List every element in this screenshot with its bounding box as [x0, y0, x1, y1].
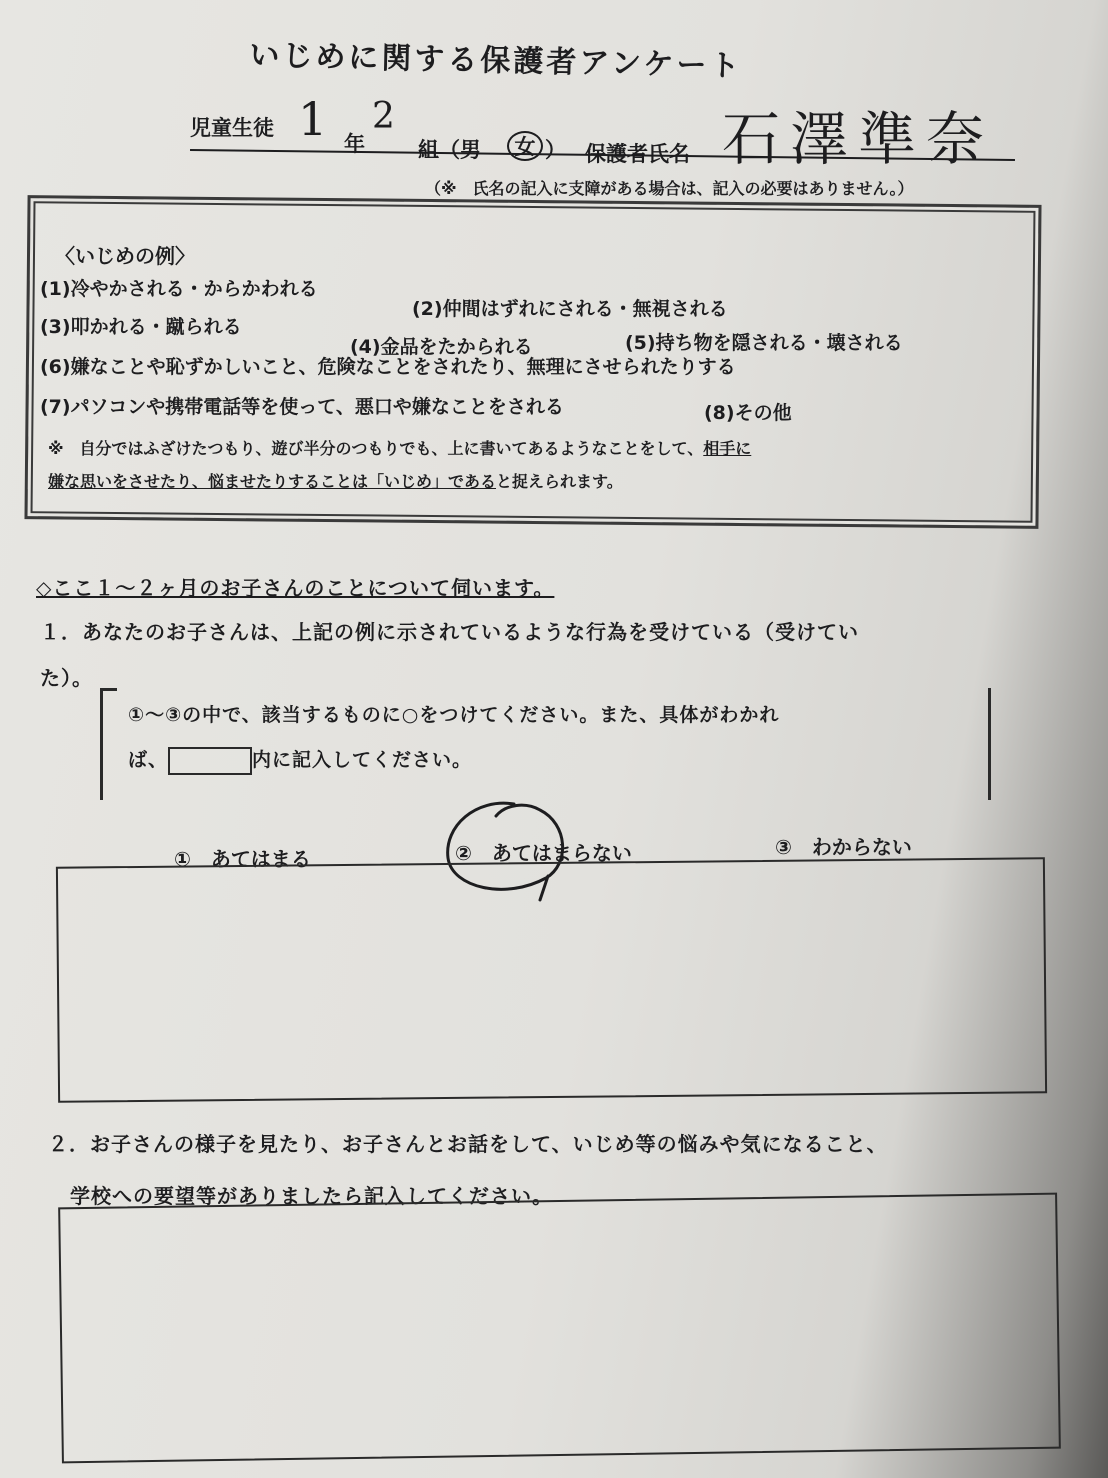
option-3[interactable]: ③ わからない — [775, 835, 912, 859]
question1-text: １．あなたのお子さんは、上記の例に示されているような行為を受けている（受けてい — [40, 620, 859, 644]
question1-text-cont: た）。 — [40, 666, 93, 690]
answer-box-1[interactable] — [56, 857, 1047, 1102]
note-underlined-1: 相手に — [703, 439, 752, 458]
example-item: (5)持ち物を隠される・壊される — [625, 332, 903, 354]
example-item: (4)金品をたかられる — [350, 336, 533, 358]
note-prefix: ※ 自分ではふざけたつもり、遊び半分のつもりでも、上に書いてあるようなことをして、 — [48, 439, 704, 458]
grade-value[interactable]: 1 — [298, 92, 328, 146]
instruction-line1: ①～③の中で、該当するものに○をつけてください。また、具体がわかれ — [128, 704, 780, 726]
grade-label: 年 — [344, 132, 365, 156]
example-item: (2)仲間はずれにされる・無視される — [412, 298, 728, 320]
name-note: （※ 氏名の記入に支障がある場合は、記入の必要はありません。） — [425, 179, 914, 198]
gender-selected: 女 — [514, 135, 536, 159]
example-item: (7)パソコンや携帯電話等を使って、悪口や嫌なことをされる — [40, 396, 564, 418]
page-title: いじめに関する保護者アンケート — [249, 37, 743, 85]
instruction-line2 — [128, 745, 472, 775]
option-1[interactable]: ① あてはまる — [174, 847, 311, 871]
question2-text: ２．お子さんの様子を見たり、お子さんとお話をして、いじめ等の悩みや気になること、 — [48, 1132, 888, 1156]
instruction-prefix: ば、 — [128, 749, 169, 771]
example-item: (6)嫌なことや恥ずかしいこと、危険なことをされたり、無理にさせられたりする — [40, 356, 736, 378]
example-item: (8)その他 — [704, 402, 792, 424]
guardian-name[interactable]: 石澤準奈 — [722, 105, 995, 173]
example-item: (3)叩かれる・蹴られる — [40, 316, 242, 338]
guardian-label: 保護者氏名 — [585, 142, 690, 166]
student-label: 児童生徒 — [190, 116, 274, 140]
example-item: (1)冷やかされる・からかわれる — [40, 278, 318, 300]
section-heading: ◇ここ１～２ヶ月のお子さんのことについて伺います。 — [36, 576, 555, 600]
gender-selected-circle[interactable] — [507, 131, 543, 161]
instruction-suffix: 内に記入してください。 — [252, 749, 473, 771]
note-suffix: と捉えられます。 — [496, 472, 623, 491]
class-value[interactable]: 2 — [372, 96, 395, 137]
class-label: 組（男 — [418, 138, 481, 162]
close-paren: ） — [545, 138, 566, 162]
note-underlined-2: 嫌な思いをさせたり、悩ませたりすることは「いじめ」である — [48, 472, 497, 491]
answer-box-2[interactable] — [58, 1193, 1061, 1464]
inline-box-sample — [168, 747, 252, 775]
option-2[interactable]: ② あてはまらない — [455, 841, 632, 865]
question2-text-cont: 学校への要望等がありましたら記入してください。 — [70, 1184, 553, 1208]
examples-note — [48, 432, 1023, 498]
examples-heading: 〈いじめの例〉 — [55, 244, 195, 268]
